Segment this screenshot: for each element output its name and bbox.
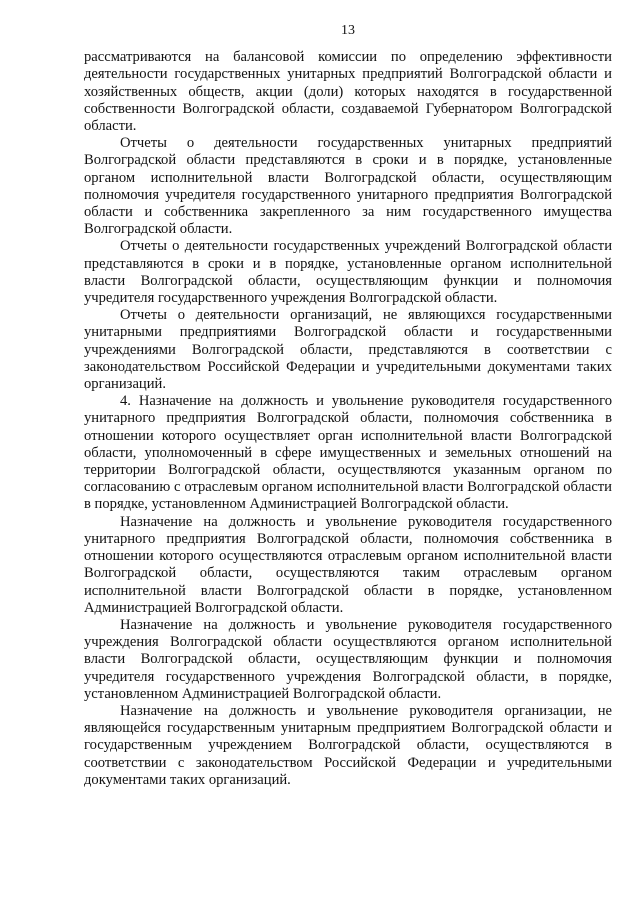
- paragraph-8: Назначение на должность и увольнение руководителя организации, не являющейся государственным унитарным предприятием Волгоградской области и государственным учреждением Волгоградской области, осуществляются в соответствии с законодательством Российской Федерации и учредительными документами таких организаций.: [84, 702, 612, 788]
- paragraph-5: 4. Назначение на должность и увольнение руководителя государственного унитарного предприятия Волгоградской области, полномочия собственника в отношении которого осуществляет орган исполнительной власти Волгоградской области, уполномоченный в сфере имущественных и земельных отношений на территории Волгоградской области, осуществляются указанным органом по согласованию с отраслевым органом исполнительной власти Волгоградской области в порядке, установленном Администрацией Волгоградской области.: [84, 393, 612, 513]
- paragraph-6: Назначение на должность и увольнение руководителя государственного унитарного предприятия Волгоградской области, полномочия собственника в отношении которого осуществляются отраслевым органом исполнительной власти Волгоградской области, осуществляются таким отраслевым органом исполнительной власти Волгоградской области в порядке, установленном Администрацией Волгоградской области.: [84, 513, 612, 616]
- paragraph-7: Назначение на должность и увольнение руководителя государственного учреждения Волгоградской области осуществляются органом исполнительной власти Волгоградской области, осуществляющим функции и полномочия учредителя государственного учреждения Волгоградской области, в порядке, установленном Администрацией Волгоградской области.: [84, 616, 612, 702]
- paragraph-3: Отчеты о деятельности государственных учреждений Волгоградской области представляются в сроки и в порядке, установленные органом исполнительной власти Волгоградской области, осуществляющим функции и полномочия учредителя государственного учреждения Волгоградской области.: [84, 238, 612, 307]
- paragraph-2: Отчеты о деятельности государственных унитарных предприятий Волгоградской области представляются в сроки и в порядке, установленные органом исполнительной власти Волгоградской области, осуществляющим полномочия учредителя государственного унитарного предприятия Волгоградской области и собственника закрепленного за ним государственного имущества Волгоградской области.: [84, 135, 612, 238]
- document-page: [84, 22, 612, 789]
- page-number: 13: [341, 23, 355, 38]
- paragraph-1: рассматриваются на балансовой комиссии по определению эффективности деятельности государственных унитарных предприятий Волгоградской области и хозяйственных обществ, акции (доли) которых находятся в государственной собственности Волгоградской области, создаваемой Губернатором Волгоградской области.: [84, 49, 612, 135]
- paragraph-4: Отчеты о деятельности организаций, не являющихся государственными унитарными предприятиями Волгоградской области и государственными учреждениями Волгоградской области, представляются в соответствии с законодательством Российской Федерации и учредительными документами таких организаций.: [84, 307, 612, 393]
